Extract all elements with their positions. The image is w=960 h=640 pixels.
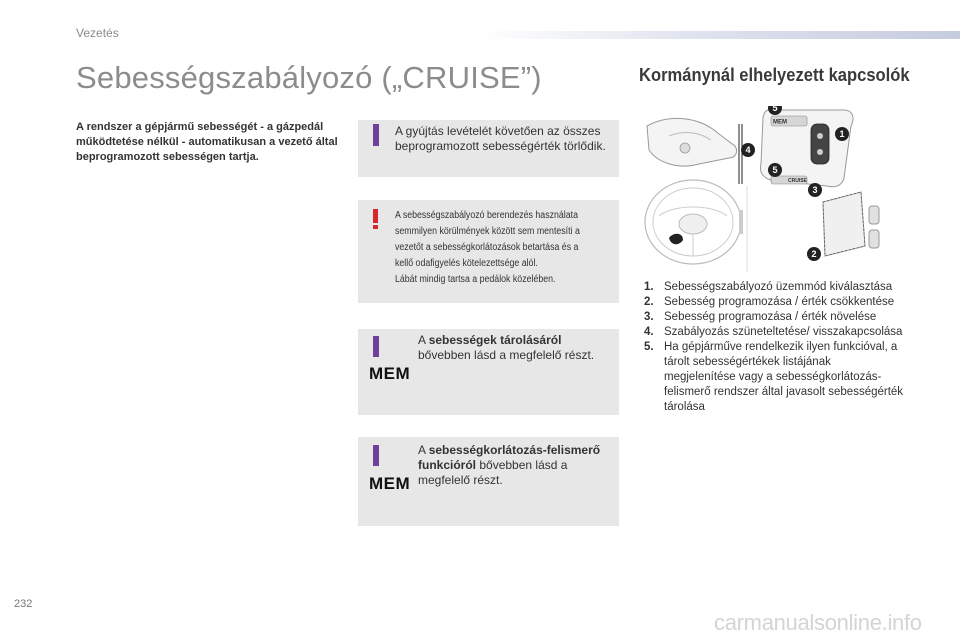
speed-limit-text-bold: sebességkorlátozás-felismerő funkcióról bbox=[418, 443, 601, 472]
stalk-mem-label: MEM bbox=[773, 119, 787, 126]
list-item-text: Sebességszabályozó üzemmód kiválasztása bbox=[664, 281, 893, 293]
speed-limit-text-post: bővebben lásd a megfelelő részt. bbox=[418, 458, 568, 487]
info-icon bbox=[373, 336, 379, 357]
speed-memory-text-post: bővebben lásd a megfelelő részt. bbox=[418, 348, 595, 362]
speed-limit-recognition-text bbox=[418, 443, 616, 488]
info-icon bbox=[373, 124, 379, 146]
list-item-number: 1. bbox=[644, 281, 654, 293]
callout-2: 2 bbox=[811, 249, 817, 259]
mem-icon: MEM bbox=[369, 474, 411, 493]
steering-wheel-view bbox=[645, 180, 747, 272]
list-item bbox=[644, 295, 904, 310]
list-item-number: 5. bbox=[644, 341, 654, 353]
speed-memory-text bbox=[418, 333, 614, 363]
warning-icon bbox=[373, 209, 378, 229]
stalk-cruise-label: CRUISE bbox=[788, 178, 807, 184]
page-number: 232 bbox=[14, 598, 33, 610]
callout-5-top: 5 bbox=[772, 106, 778, 113]
warning-text-main: A sebességszabályozó berendezés használata semmilyen körülmények között sem mentesíti a vezetőt a sebességkorlátozások betartása és a kellő odafigyelés kötelezettsége alól. bbox=[395, 210, 580, 269]
callout-1: 1 bbox=[839, 129, 845, 139]
speed-limit-text-pre: A bbox=[418, 443, 429, 457]
list-item-text: Sebesség programozása / érték növelése bbox=[664, 311, 877, 323]
info-box-ignition-text: A gyújtás levételét követően az összes beprogramozott sebességérték törlődik. bbox=[395, 124, 606, 153]
list-item-text: Ha gépjárműve rendelkezik ilyen funkcióval, a tárolt sebességértékek listájának megjelenítése vagy a sebességkorlátozás-felismerő rendszer által javasolt sebességérték tárolása bbox=[664, 341, 904, 413]
controls-legend-list bbox=[644, 280, 904, 415]
mem-icon: MEM bbox=[369, 364, 411, 383]
list-item-text: Szabályozás szüneteltetése/ visszakapcsolása bbox=[664, 326, 903, 338]
callout-3: 3 bbox=[812, 185, 818, 195]
controls-section-title: Kormánynál elhelyezett kapcsolók bbox=[639, 65, 910, 85]
warning-text bbox=[395, 208, 590, 288]
watermark: carmanualsonline.info bbox=[714, 610, 922, 635]
page-title: Sebességszabályozó („CRUISE”) bbox=[76, 60, 542, 95]
list-item bbox=[644, 280, 904, 295]
list-item-number: 2. bbox=[644, 296, 654, 308]
warning-text-pedals: Lábát mindig tartsa a pedálok közelében. bbox=[395, 274, 556, 285]
list-item-text: Sebesség programozása / érték csökkentése bbox=[664, 296, 895, 308]
info-icon bbox=[373, 445, 379, 466]
callout-4: 4 bbox=[745, 145, 751, 155]
callout-5-bottom: 5 bbox=[772, 165, 778, 175]
intro-paragraph: A rendszer a gépjármű sebességét - a gázpedál működtetése nélkül - automatikusan a vezető által beprogramozott sebességen tartja. bbox=[76, 121, 338, 163]
header-gradient-bar bbox=[478, 31, 960, 39]
stalk-sideview bbox=[823, 192, 879, 256]
speed-memory-text-pre: A bbox=[418, 333, 429, 347]
list-item bbox=[644, 340, 904, 415]
list-item bbox=[644, 310, 904, 325]
speed-memory-text-bold: sebességek tárolásáról bbox=[428, 333, 562, 347]
list-item-number: 4. bbox=[644, 326, 654, 338]
steering-controls-illustration bbox=[639, 106, 899, 272]
running-header: Vezetés bbox=[76, 26, 119, 40]
list-item bbox=[644, 325, 904, 340]
list-item-number: 3. bbox=[644, 311, 654, 323]
